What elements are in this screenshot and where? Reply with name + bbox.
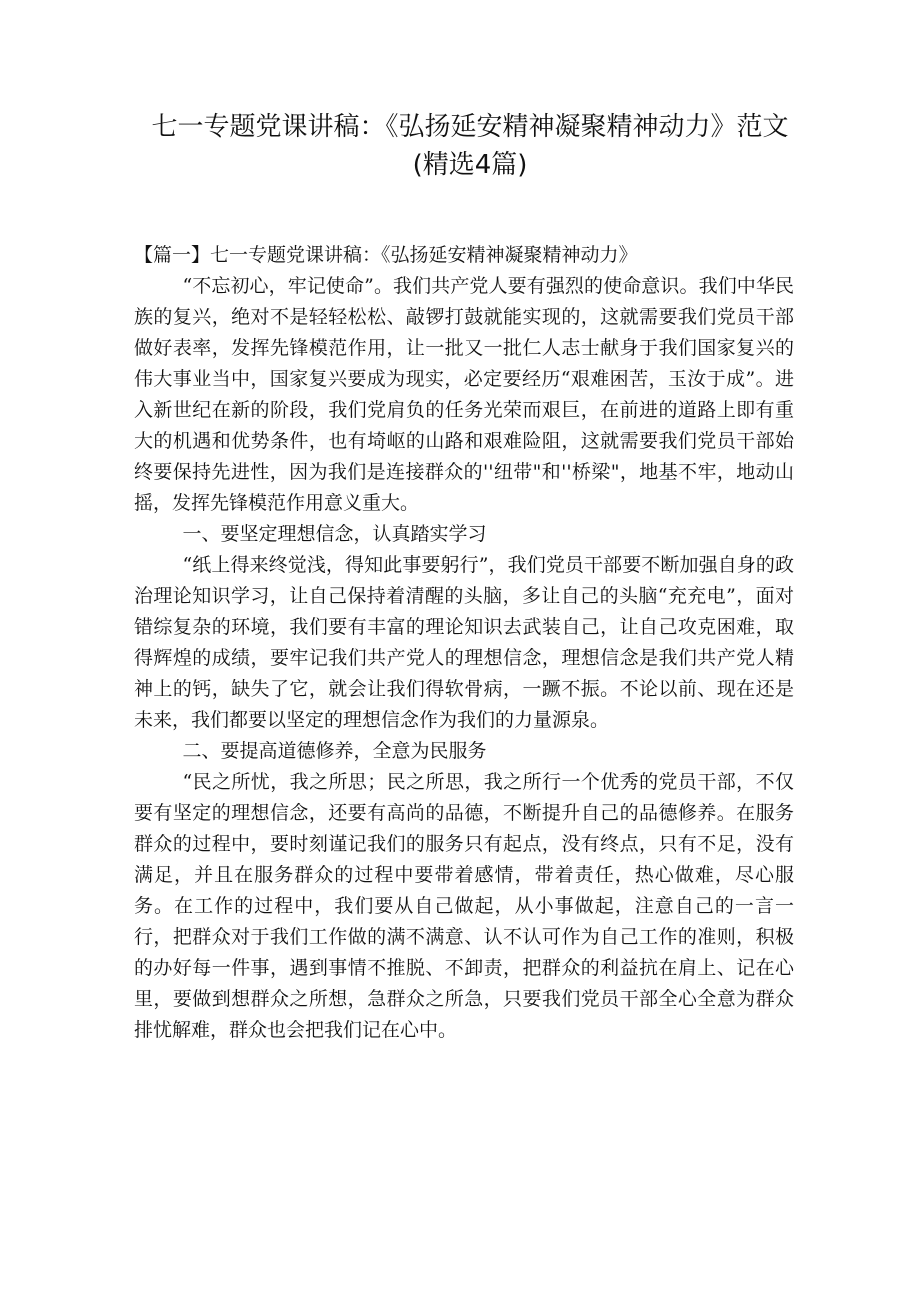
subheading-2: 二、要提高道德修养，全意为民服务 xyxy=(182,740,487,762)
paragraph-ideals: “纸上得来终觉浅，得知此事要躬行”，我们党员干部要不断加强自身的政治理论知识学习，让自己保持着清醒的头脑，多让自己的头脑“充充电”，面对错综复杂的环境，我们要有丰富的理论知识去武装自己，让自己攻克困难，取得辉煌的成绩，要牢记我们共产党人的理想信念，理想信念是我们共产党人精神上的钙，缺失了它，就会让我们得软骨病，一蹶不振。不论以前、现在还是未来，我们都要以坚定的理想信念作为我们的力量源泉。 xyxy=(134,554,794,731)
subheading-1: 一、要坚定理想信念，认真踏实学习 xyxy=(182,523,487,545)
paragraph-service: “民之所忧，我之所思；民之所思，我之所行一个优秀的党员干部，不仅要有坚定的理想信念，还要有高尚的品德，不断提升自己的品德修养。在服务群众的过程中，要时刻谨记我们的服务只有起点，没有终点，只有不足，没有满足，并且在服务群众的过程中要带着感情，带着责任，热心做难，尽心服务。在工作的过程中，我们要从自己做起，从小事做起，注意自己的一言一行，把群众对于我们工作做的满不满意、认不认可作为自己工作的准则，积极的办好每一件事，遇到事情不推脱、不卸责，把群众的利益抗在肩上、记在心里，要做到想群众之所想，急群众之所急，只要我们党员干部全心全意为群众排忧解难，群众也会把我们记在心中。 xyxy=(134,771,794,1041)
section-heading: 【篇一】七一专题党课讲稿：《弘扬延安精神凝聚精神动力》 xyxy=(134,244,638,266)
title-line-2: (精选4篇) xyxy=(412,150,528,180)
document-title xyxy=(150,108,790,184)
paragraph-intro: “不忘初心，牢记使命”。我们共产党人要有强烈的使命意识。我们中华民族的复兴，绝对不是轻轻松松、敲锣打鼓就能实现的，这就需要我们党员干部做好表率，发挥先锋模范作用，让一批又一批仁人志士献身于我们国家复兴的伟大事业当中，国家复兴要成为现实，必定要经历“艰难困苦，玉汝于成”。进入新世纪在新的阶段，我们党肩负的任务光荣而艰巨，在前进的道路上即有重大的机遇和优势条件，也有埼岖的山路和艰难险阻，这就需要我们党员干部始终要保持先进性，因为我们是连接群众的''纽带"和''桥梁"，地基不牢，地动山摇，发挥先锋模范作用意义重大。 xyxy=(134,275,794,514)
title-line-1: 七一专题党课讲稿：《弘扬延安精神凝聚精神动力》范文 xyxy=(151,112,789,142)
document-body xyxy=(134,240,794,1046)
